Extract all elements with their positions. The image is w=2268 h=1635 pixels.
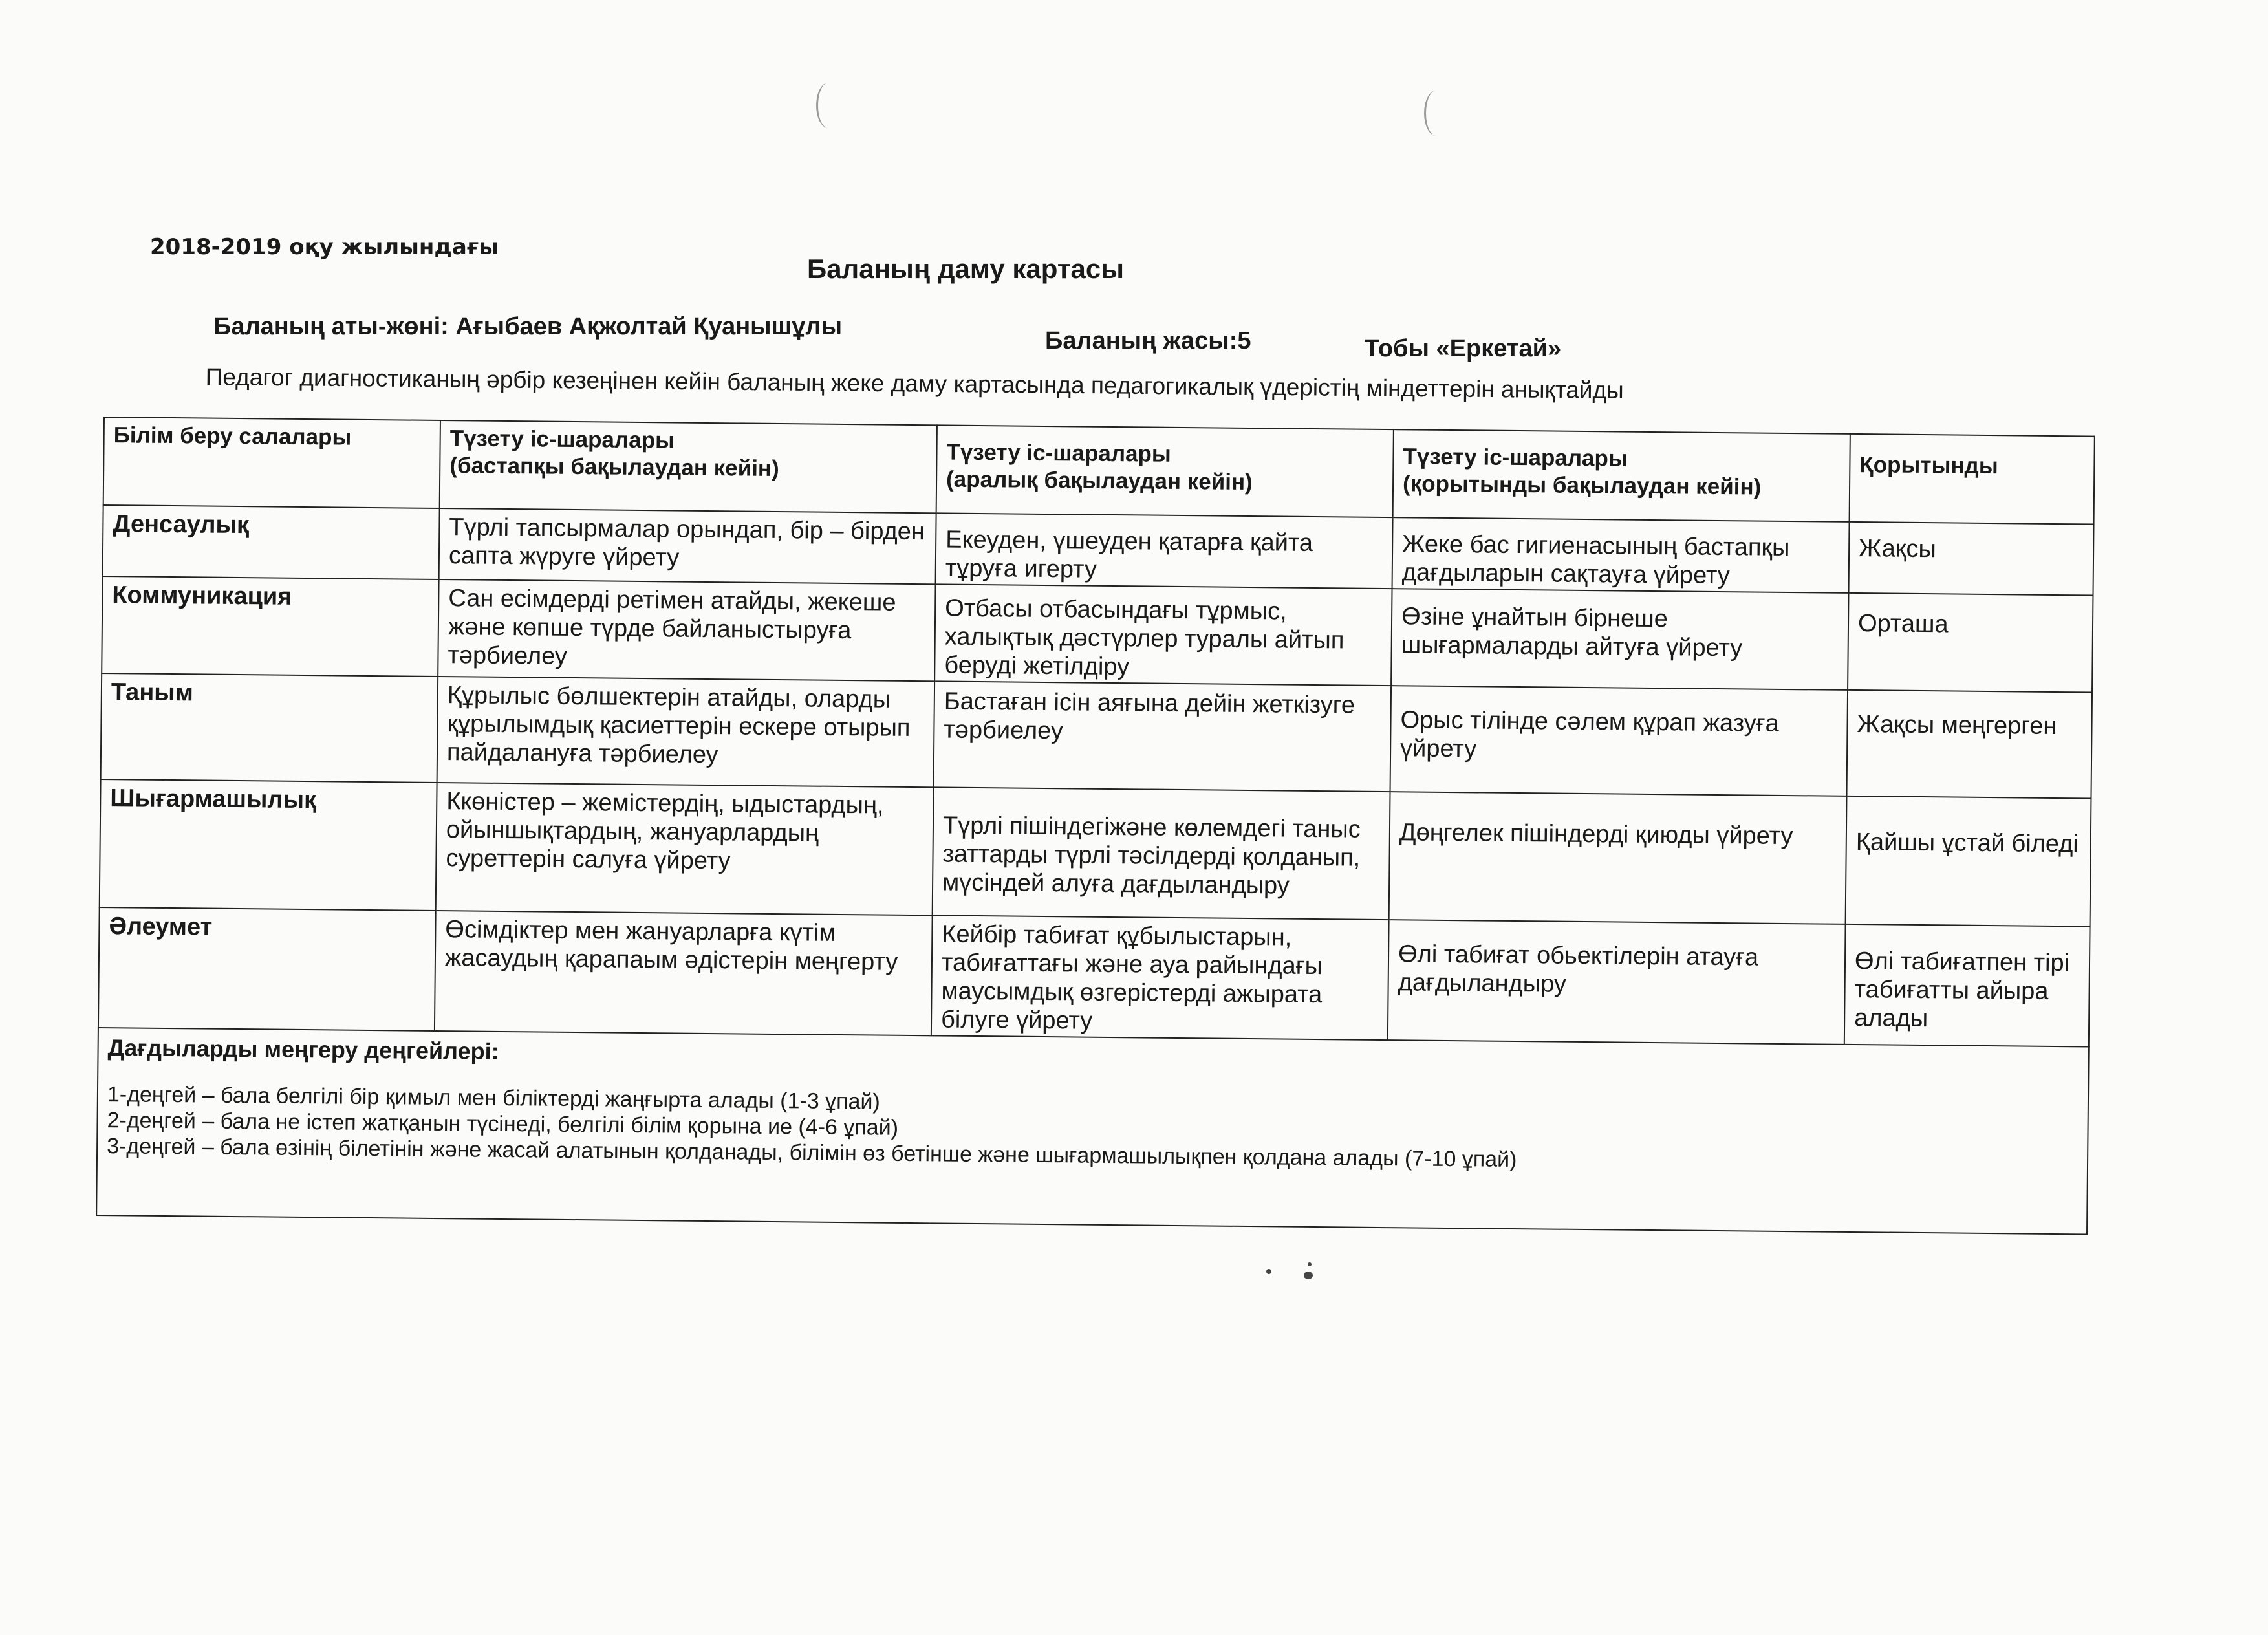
punch-hole-mark — [1424, 91, 1448, 136]
result-cell: Өлі табиғатпен тірі табиғатты айыра алады — [1844, 924, 2090, 1047]
child-group: Тобы «Еркетай» — [1365, 335, 1562, 362]
initial-cell: Өсімдіктер мен жануарларға күтім жасаудың қарапаым әдістерін меңгерту — [435, 911, 933, 1035]
legend-level: 1-деңгей – бала белгілі бір қимыл мен біліктерді жаңғырта алады (1-3 ұпай) — [107, 1082, 880, 1114]
result-cell: Жақсы меңгерген — [1846, 690, 2092, 799]
table-row — [98, 907, 2090, 1047]
middle-cell: Бастаған ісін аяғына дейін жеткізуге тәрбиелеу — [934, 681, 1392, 792]
middle-cell: Екеуден, үшеуден қатарға қайта тұруға игерту — [936, 513, 1393, 589]
area-cell: Шығармашылық — [100, 779, 437, 911]
table-row — [100, 779, 2091, 927]
legend-row — [96, 1028, 2089, 1235]
final-cell: Жеке бас гигиенасының бастапқы дағдыларын сақтауға үйрету — [1392, 517, 1850, 593]
area-cell: Коммуникация — [102, 576, 438, 677]
intro-text: Педагог диагностиканың әрбір кезеңінен кейін баланың жеке даму картасында педагогикалық үдерістің міндеттерін анықтайды — [205, 363, 1624, 404]
column-header: Білім беру салалары — [103, 417, 440, 508]
scan-speck — [1304, 1272, 1313, 1279]
legend-level: 3-деңгей – бала өзінің білетінін және жасай алатынын қолданады, білімін өз бетінше және шығармашылықпен қолдана алады (7-10 ұпай) — [106, 1134, 1517, 1173]
result-cell: Орташа — [1848, 593, 2093, 693]
column-header: Түзету іс-шаралары (аралық бақылаудан кейін) — [936, 425, 1394, 517]
middle-cell: Кейбір табиғат құбылыстарын, табиғаттағы және ауа райындағы маусымдық өзгерістерді ажырата білуге үйрету — [931, 915, 1389, 1040]
column-header: Қорытынды — [1850, 434, 2095, 525]
table-row — [101, 673, 2092, 799]
scan-speck — [1266, 1269, 1271, 1274]
final-cell: Орыс тілінде сәлем құрап жазуға үйрету — [1390, 686, 1848, 796]
child-name: Баланың аты-жөні: Ағыбаев Ақжолтай Қуанышұлы — [213, 313, 843, 340]
final-cell: Өлі табиғат обьектілерін атауға дағдыландыру — [1388, 920, 1846, 1045]
area-cell: Әлеумет — [98, 907, 436, 1031]
final-cell: Дөңгелек пішіндерді қиюды үйрету — [1389, 792, 1847, 924]
area-cell: Денсаулық — [103, 505, 440, 579]
legend-cell — [96, 1028, 2089, 1235]
development-table — [96, 417, 2095, 1235]
area-cell: Таным — [101, 673, 438, 783]
table-row — [102, 576, 2093, 693]
final-cell: Өзіне ұнайтын бірнеше шығармаларды айтуға үйрету — [1391, 589, 1848, 690]
initial-cell: Түрлі тапсырмалар орындап, бір – бірден сапта жүруге үйрету — [439, 508, 936, 584]
column-header: Түзету іс-шаралары (бастапқы бақылаудан кейін) — [440, 420, 937, 513]
middle-cell: Отбасы отбасындағы тұрмыс, халықтық дәстүрлер туралы айтып беруді жетілдіру — [934, 584, 1392, 686]
initial-cell: Сан есімдерді ретімен атайды, жекеше және көпше түрде байланыстыруға тәрбиелеу — [438, 579, 935, 681]
legend-level: 2-деңгей – бала не істеп жатқанын түсінеді, белгілі білім қорына ие (4-6 ұпай) — [107, 1108, 899, 1140]
academic-year: 2018-2019 оқу жылындағы — [150, 234, 499, 260]
middle-cell: Түрлі пішіндегіжәне көлемдегі таныс заттарды түрлі тәсілдерді қолданып, мүсіндей алуға дағдыландыру — [933, 787, 1390, 920]
child-age: Баланың жасы:5 — [1045, 327, 1251, 354]
result-cell: Қайшы ұстай біледі — [1846, 796, 2091, 927]
initial-cell: Ккөністер – жемістердің, ыдыстардың, ойыншықтардың, жануарлардың суреттерін салуға үйрету — [436, 783, 934, 915]
column-header: Түзету іс-шаралары (қорытынды бақылаудан кейін) — [1393, 429, 1850, 522]
scan-speck — [1308, 1262, 1312, 1266]
legend-title: Дағдыларды меңгеру деңгейлері: — [107, 1034, 499, 1065]
punch-hole-mark — [816, 83, 840, 128]
page-title: Баланың даму картасы — [807, 254, 1125, 284]
initial-cell: Құрылыс бөлшектерін атайды, оларды құрылымдық қасиеттерін ескере отырып пайдалануға тәрбиелеу — [437, 677, 935, 787]
result-cell: Жақсы — [1849, 522, 2094, 596]
